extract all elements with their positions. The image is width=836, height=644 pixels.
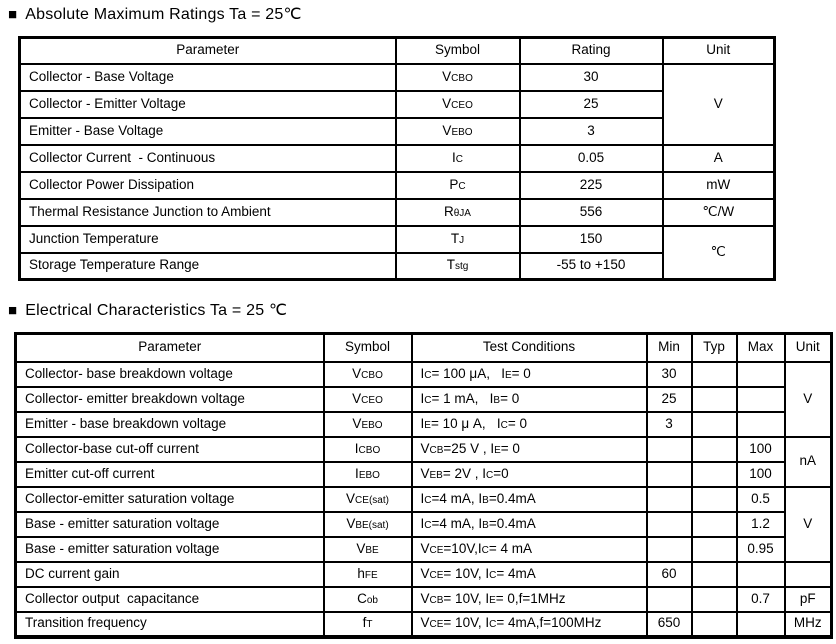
- electrical-characteristics-table: [14, 332, 833, 639]
- unit-cell-merged-saturation: V: [785, 487, 832, 562]
- typ-cell: [692, 537, 737, 562]
- max-cell: 100: [737, 462, 785, 487]
- parameter-cell: Collector- emitter breakdown voltage: [16, 387, 324, 412]
- rating-cell: 25: [520, 91, 663, 118]
- min-cell: 650: [647, 612, 692, 637]
- symbol-cell: Tstg: [396, 253, 520, 280]
- header-row: [20, 38, 775, 64]
- section-title-absolute-maximum-ratings: [8, 4, 302, 24]
- col-header-parameter: Parameter: [16, 334, 324, 362]
- max-cell: 0.7: [737, 587, 785, 612]
- max-cell: [737, 612, 785, 637]
- conditions-cell: VEB= 2V , IC=0: [412, 462, 647, 487]
- rating-cell: 30: [520, 64, 663, 91]
- unit-cell-merged-breakdown: V: [785, 362, 832, 437]
- conditions-cell: IE= 10 μ A, IC= 0: [412, 412, 647, 437]
- min-cell: [647, 487, 692, 512]
- min-cell: [647, 587, 692, 612]
- table-row: [16, 387, 832, 412]
- table-header: [20, 38, 775, 64]
- symbol-cell: PC: [396, 172, 520, 199]
- col-header-symbol: Symbol: [324, 334, 412, 362]
- table-row: [16, 437, 832, 462]
- rating-cell: -55 to +150: [520, 253, 663, 280]
- typ-cell: [692, 387, 737, 412]
- parameter-cell: Collector-emitter saturation voltage: [16, 487, 324, 512]
- col-header-parameter: Parameter: [20, 38, 396, 64]
- col-header-rating: Rating: [520, 38, 663, 64]
- parameter-cell: Emitter - base breakdown voltage: [16, 412, 324, 437]
- symbol-cell: TJ: [396, 226, 520, 253]
- symbol-cell: hFE: [324, 562, 412, 587]
- col-header-unit: Unit: [663, 38, 775, 64]
- col-header-min: Min: [647, 334, 692, 362]
- parameter-cell: Collector- base breakdown voltage: [16, 362, 324, 387]
- rating-cell: 556: [520, 199, 663, 226]
- table-row: [20, 172, 775, 199]
- min-cell: 25: [647, 387, 692, 412]
- table-row: [16, 587, 832, 612]
- min-cell: [647, 537, 692, 562]
- table-row: [20, 91, 775, 118]
- typ-cell: [692, 487, 737, 512]
- parameter-cell: Collector Current - Continuous: [20, 145, 396, 172]
- col-header-typ: Typ: [692, 334, 737, 362]
- conditions-cell: IC=4 mA, IB=0.4mA: [412, 512, 647, 537]
- table-row: [20, 118, 775, 145]
- conditions-cell: VCB= 10V, IE= 0,f=1MHz: [412, 587, 647, 612]
- unit-cell: mW: [663, 172, 775, 199]
- min-cell: 30: [647, 362, 692, 387]
- col-header-test-conditions: Test Conditions: [412, 334, 647, 362]
- col-header-symbol: Symbol: [396, 38, 520, 64]
- unit-cell: pF: [785, 587, 832, 612]
- table-row: [16, 412, 832, 437]
- parameter-cell: Base - emitter saturation voltage: [16, 537, 324, 562]
- conditions-cell: VCB=25 V , IE= 0: [412, 437, 647, 462]
- conditions-cell: VCE= 10V, IC= 4mA,f=100MHz: [412, 612, 647, 637]
- symbol-cell: VEBO: [324, 412, 412, 437]
- typ-cell: [692, 412, 737, 437]
- col-header-unit: Unit: [785, 334, 832, 362]
- max-cell: [737, 362, 785, 387]
- symbol-cell: IEBO: [324, 462, 412, 487]
- max-cell: 0.5: [737, 487, 785, 512]
- parameter-cell: Emitter - Base Voltage: [20, 118, 396, 145]
- typ-cell: [692, 462, 737, 487]
- conditions-cell: IC=4 mA, IB=0.4mA: [412, 487, 647, 512]
- symbol-cell: VCBO: [396, 64, 520, 91]
- parameter-cell: Transition frequency: [16, 612, 324, 637]
- absolute-maximum-ratings-table: [18, 36, 776, 281]
- max-cell: 1.2: [737, 512, 785, 537]
- table-row: [20, 199, 775, 226]
- symbol-cell: IC: [396, 145, 520, 172]
- typ-cell: [692, 562, 737, 587]
- min-cell: [647, 437, 692, 462]
- table-row: [16, 612, 832, 637]
- symbol-cell: fT: [324, 612, 412, 637]
- unit-cell-merged-temperature: ℃: [663, 226, 775, 280]
- table-header: [16, 334, 832, 362]
- typ-cell: [692, 512, 737, 537]
- parameter-cell: Thermal Resistance Junction to Ambient: [20, 199, 396, 226]
- max-cell: [737, 562, 785, 587]
- typ-cell: [692, 612, 737, 637]
- unit-cell-merged-cutoff: nA: [785, 437, 832, 487]
- header-row: [16, 334, 832, 362]
- parameter-cell: Collector output capacitance: [16, 587, 324, 612]
- table-row: [20, 226, 775, 253]
- symbol-cell: Cob: [324, 587, 412, 612]
- square-bullet-icon: ■: [8, 5, 18, 23]
- table-row: [20, 253, 775, 280]
- max-cell: 0.95: [737, 537, 785, 562]
- section-title-electrical-characteristics: [8, 300, 287, 320]
- parameter-cell: Collector - Base Voltage: [20, 64, 396, 91]
- conditions-cell: IC= 100 μA, IE= 0: [412, 362, 647, 387]
- parameter-cell: Collector Power Dissipation: [20, 172, 396, 199]
- typ-cell: [692, 437, 737, 462]
- unit-cell: MHz: [785, 612, 832, 637]
- conditions-cell: IC= 1 mA, IB= 0: [412, 387, 647, 412]
- table-row: [16, 512, 832, 537]
- symbol-cell: VBE: [324, 537, 412, 562]
- rating-cell: 0.05: [520, 145, 663, 172]
- rating-cell: 225: [520, 172, 663, 199]
- min-cell: 3: [647, 412, 692, 437]
- col-header-max: Max: [737, 334, 785, 362]
- max-cell: [737, 387, 785, 412]
- table-row: [16, 362, 832, 387]
- square-bullet-icon: ■: [8, 301, 18, 319]
- parameter-cell: DC current gain: [16, 562, 324, 587]
- section-title-text: Absolute Maximum Ratings Ta = 25℃: [25, 6, 302, 23]
- parameter-cell: Storage Temperature Range: [20, 253, 396, 280]
- unit-cell: [785, 562, 832, 587]
- parameter-cell: Base - emitter saturation voltage: [16, 512, 324, 537]
- rating-cell: 3: [520, 118, 663, 145]
- symbol-cell: ICBO: [324, 437, 412, 462]
- table-row: [16, 487, 832, 512]
- typ-cell: [692, 362, 737, 387]
- typ-cell: [692, 587, 737, 612]
- unit-cell-merged-voltage: V: [663, 64, 775, 145]
- max-cell: 100: [737, 437, 785, 462]
- max-cell: [737, 412, 785, 437]
- unit-cell: A: [663, 145, 775, 172]
- symbol-cell: VBE(sat): [324, 512, 412, 537]
- symbol-cell: RθJA: [396, 199, 520, 226]
- table-row: [16, 562, 832, 587]
- parameter-cell: Junction Temperature: [20, 226, 396, 253]
- parameter-cell: Emitter cut-off current: [16, 462, 324, 487]
- table-row: [16, 462, 832, 487]
- min-cell: [647, 462, 692, 487]
- table-row: [16, 537, 832, 562]
- unit-cell: ℃/W: [663, 199, 775, 226]
- parameter-cell: Collector - Emitter Voltage: [20, 91, 396, 118]
- symbol-cell: VCEO: [396, 91, 520, 118]
- min-cell: 60: [647, 562, 692, 587]
- symbol-cell: VCBO: [324, 362, 412, 387]
- rating-cell: 150: [520, 226, 663, 253]
- section-title-text: Electrical Characteristics Ta = 25 ℃: [25, 302, 288, 319]
- symbol-cell: VCEO: [324, 387, 412, 412]
- table-row: [20, 145, 775, 172]
- parameter-cell: Collector-base cut-off current: [16, 437, 324, 462]
- symbol-cell: VCE(sat): [324, 487, 412, 512]
- conditions-cell: VCE= 10V, IC= 4mA: [412, 562, 647, 587]
- symbol-cell: VEBO: [396, 118, 520, 145]
- min-cell: [647, 512, 692, 537]
- table-row: [20, 64, 775, 91]
- conditions-cell: VCE=10V,IC= 4 mA: [412, 537, 647, 562]
